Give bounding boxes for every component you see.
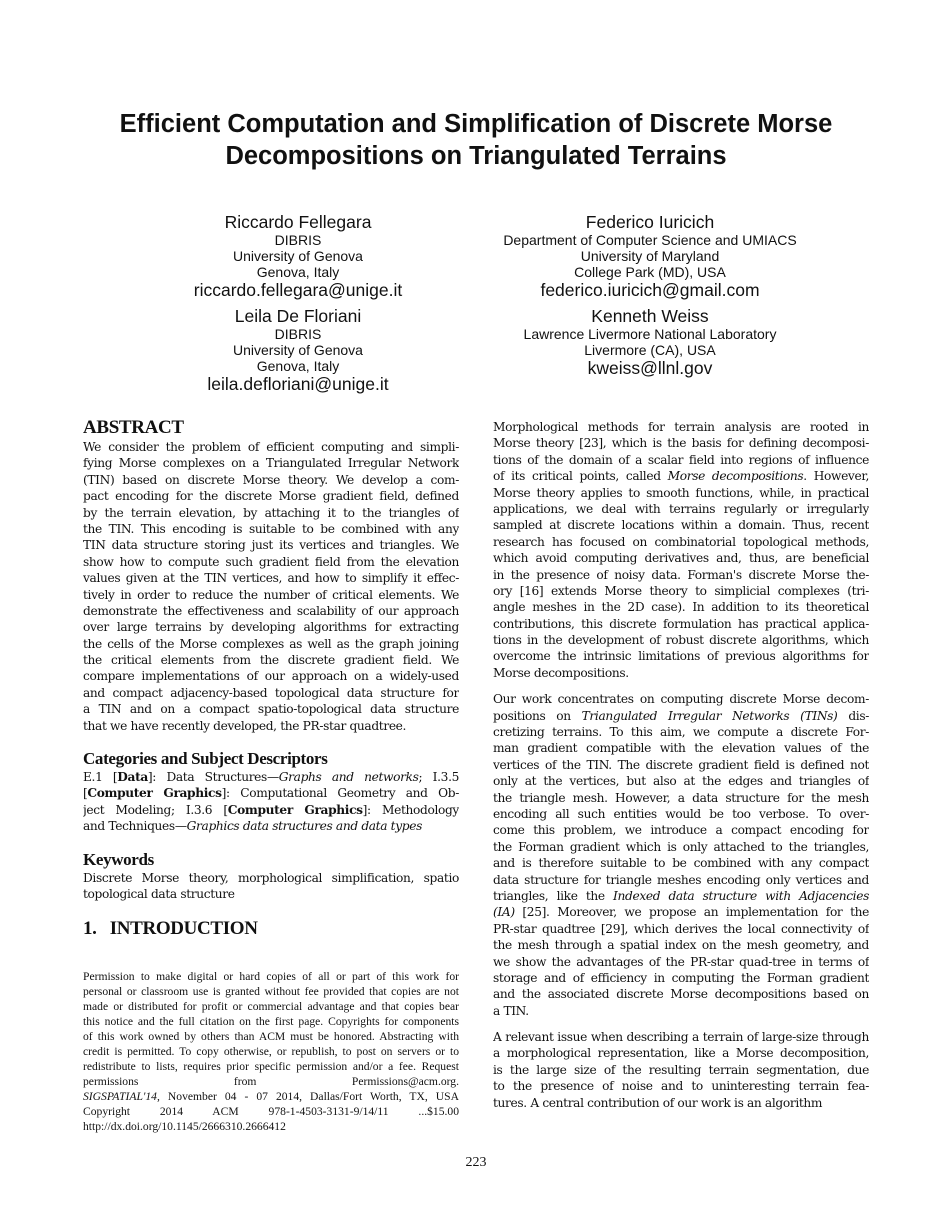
- text-line: http://dx.doi.org/10.1145/2666310.2666412: [83, 1120, 286, 1133]
- copyright-footnote: [83, 969, 459, 1134]
- text-line: a morphological representation, like a Morse decomposition,: [493, 1046, 869, 1061]
- text-line: storage and of efficiency in computing the Forman gradient: [493, 970, 869, 985]
- text-line: positions on Triangulated Irregular Networks (TINs) dis-: [493, 708, 869, 723]
- text-line: A relevant issue when describing a terrain of large-size through: [493, 1030, 869, 1045]
- text-line: and Techniques—Graphics data structures and data types: [83, 819, 422, 834]
- text-line: show how to compute such gradient field from the elevation: [83, 554, 459, 569]
- text-line: topological data structure: [83, 886, 235, 901]
- text-line: pact encoding for the discrete Morse gradient field, defined: [83, 489, 459, 504]
- text-line: sampled at discrete locations within a domain. Thus, recent: [493, 518, 869, 533]
- author-block: [118, 212, 478, 300]
- text-line: SIGSPATIAL'14, November 04 - 07 2014, Dallas/Fort Worth, TX, USA: [83, 1090, 459, 1103]
- author-affiliation: DIBRIS: [274, 326, 322, 342]
- text-line: credit is permitted. To copy otherwise, or republish, to post on servers or to: [83, 1045, 459, 1058]
- text-line: over large terrains by developing algorithms for extracting: [83, 620, 459, 635]
- author-email: riccardo.fellegara@unige.it: [193, 280, 403, 300]
- text-line: (TIN) based on discrete Morse theory. We develop a com-: [83, 472, 459, 487]
- text-line: tively in order to reduce the number of critical elements. We: [83, 587, 459, 602]
- author-affiliation: Lawrence Livermore National Laboratory: [523, 326, 777, 342]
- author-affiliation: Livermore (CA), USA: [584, 342, 716, 358]
- page-number: 223: [465, 1155, 487, 1170]
- author-name: Federico Iuricich: [585, 212, 715, 232]
- text-line: which avoid computing derivatives and, thus, are beneficial: [493, 551, 869, 566]
- text-line: Copyright 2014 ACM 978-1-4503-3131-9/14/11 ...$15.00: [83, 1105, 459, 1118]
- text-line: Permission to make digital or hard copies of all or part of this work for: [83, 970, 459, 983]
- text-line: to the presence of noise and to uninteresting terrain fea-: [493, 1079, 869, 1094]
- author-email: federico.iuricich@gmail.com: [540, 280, 760, 300]
- author-name: Kenneth Weiss: [591, 306, 709, 326]
- right-column: [493, 419, 869, 1111]
- text-line: tures. A central contribution of our work is an algorithm: [493, 1095, 823, 1110]
- author-affiliation: University of Maryland: [580, 248, 720, 264]
- text-line: values given at the TIN vertices, and how to simplify it effec-: [83, 571, 459, 586]
- paragraph: [493, 419, 869, 681]
- text-line: (IA) [25]. Moreover, we propose an implementation for the: [493, 905, 869, 920]
- text-line: Discrete Morse theory, morphological simplification, spatio: [83, 870, 459, 885]
- text-line: by the terrain elevation, by attaching it to the triangles of: [83, 505, 459, 520]
- title-line: Decompositions on Triangulated Terrains: [225, 142, 727, 170]
- paper-title: [0, 108, 952, 172]
- text-line: contributions, this discrete formulation has practical applica-: [493, 616, 869, 631]
- text-line: a TIN.: [493, 1003, 529, 1018]
- author-affiliation: Department of Computer Science and UMIACS: [503, 232, 797, 248]
- left-column: [83, 417, 459, 940]
- text-line: come this problem, we introduce a compact encoding for: [493, 823, 869, 838]
- abstract-heading: ABSTRACT: [83, 417, 184, 438]
- text-line: tions of the domain of a scalar field into regions of influence: [493, 452, 869, 467]
- author-block: [470, 306, 830, 378]
- text-line: ory [16] extends Morse theory to simplicial complexes (tri-: [493, 583, 869, 598]
- author-email: leila.defloriani@unige.it: [207, 374, 389, 394]
- text-line: of this work owned by others than ACM must be honored. Abstracting with: [83, 1030, 459, 1043]
- author-block: [470, 212, 830, 300]
- author-affiliation: College Park (MD), USA: [574, 264, 726, 280]
- text-line: personal or classroom use is granted without fee provided that copies are not: [83, 985, 459, 998]
- author-affiliation: Genova, Italy: [256, 358, 340, 374]
- text-line: and the associated discrete Morse decompositions based on: [493, 987, 869, 1002]
- author-block: [118, 306, 478, 394]
- text-line: demonstrate the effectiveness and scalability of our approach: [83, 603, 459, 618]
- text-line: only at the vertices, but also at the edges and triangles of: [493, 774, 869, 789]
- author-name: Riccardo Fellegara: [224, 212, 372, 232]
- text-line: and compact adjacency-based topological data structure for: [83, 685, 459, 700]
- text-line: redistribute to lists, requires prior specific permission and/or a fee. Request: [83, 1060, 459, 1073]
- text-line: the cells of the Morse complexes as well as the graph joining: [83, 636, 459, 651]
- text-line: that we have recently developed, the PR-star quadtree.: [83, 718, 407, 733]
- text-line: vertices of the TIN. The discrete gradient field is defined not: [493, 757, 869, 772]
- text-line: the Forman gradient which is only attached to the triangles,: [493, 839, 869, 854]
- text-line: angle meshes in the 2D case). In addition to its theoretical: [493, 600, 869, 615]
- text-line: man gradient compatible with the elevation values of the: [493, 741, 869, 756]
- text-line: [Computer Graphics]: Computational Geometry and Ob-: [83, 786, 459, 801]
- text-line: tions in the development of robust discrete algorithms, which: [493, 633, 869, 648]
- text-line: PR-star quadtree [29], which derives the local connectivity of: [493, 921, 869, 936]
- text-line: We consider the problem of efficient computing and simpli-: [83, 440, 459, 454]
- text-line: data structure for triangle meshes encoding only vertices and: [493, 872, 869, 887]
- text-line: triangles, like the Indexed data structure with Adjacencies: [493, 888, 869, 903]
- text-line: Morse theory [23], which is the basis for defining decomposi-: [493, 436, 869, 451]
- text-line: of its critical points, called Morse decompositions. However,: [493, 469, 869, 484]
- categories-body: [83, 769, 459, 835]
- author-affiliation: Genova, Italy: [256, 264, 340, 280]
- text-line: E.1 [Data]: Data Structures—Graphs and networks; I.3.5: [83, 770, 459, 785]
- text-line: is the large size of the resulting terrain segmentation, due: [493, 1062, 869, 1077]
- text-line: the critical elements from the discrete gradient field. We: [83, 653, 459, 668]
- abstract-body: [83, 439, 459, 734]
- text-line: the TIN. This encoding is suitable to be combined with any: [83, 521, 459, 536]
- text-line: overcome the intrinsic limitations of previous algorithms for: [493, 649, 869, 664]
- title-line: Efficient Computation and Simplification of Discrete Morse: [119, 110, 833, 138]
- paragraph: [493, 691, 869, 1019]
- categories-heading: Categories and Subject Descriptors: [83, 749, 328, 769]
- text-line: TIN data structure storing just its vertices and triangles. We: [83, 538, 459, 553]
- introduction-heading: 1. INTRODUCTION: [83, 918, 258, 940]
- text-line: Our work concentrates on computing discrete Morse decom-: [493, 692, 869, 707]
- author-name: Leila De Floriani: [234, 306, 362, 326]
- author-affiliation: University of Genova: [233, 248, 363, 264]
- author-affiliation: University of Genova: [233, 342, 363, 358]
- text-line: research has focused on combinatorial topological methods,: [493, 534, 869, 549]
- text-line: Morse theory applies to smooth functions, while, in practical: [493, 485, 869, 500]
- text-line: and is therefore suitable to be combined with any compact: [493, 856, 869, 871]
- text-line: this notice and the full citation on the first page. Copyrights for components: [83, 1015, 459, 1028]
- text-line: fying Morse complexes on a Triangulated Irregular Network: [83, 456, 459, 471]
- text-line: permissions from Permissions@acm.org.: [83, 1075, 459, 1088]
- text-line: in the presence of noisy data. Forman's discrete Morse the-: [493, 567, 869, 582]
- keywords-body: [83, 870, 459, 903]
- author-email: kweiss@llnl.gov: [587, 358, 713, 378]
- text-line: applications, we deal with terrains regularly or irregularly: [493, 501, 869, 516]
- text-line: ject Modeling; I.3.6 [Computer Graphics]: Methodology: [83, 802, 459, 817]
- keywords-heading: Keywords: [83, 849, 154, 869]
- text-line: we show the advantages of the PR-star quad-tree in terms of: [493, 954, 869, 969]
- text-line: the mesh through a spatial index on the mesh geometry, and: [493, 938, 869, 953]
- text-line: encoding all such entities would be too verbose. To over-: [493, 806, 869, 821]
- paragraph: [493, 1029, 869, 1111]
- text-line: cretizing terrains. To this aim, we compute a discrete For-: [493, 725, 869, 740]
- author-affiliation: DIBRIS: [274, 232, 322, 248]
- text-line: made or distributed for profit or commercial advantage and that copies bear: [83, 1000, 459, 1013]
- text-line: Morphological methods for terrain analysis are rooted in: [493, 420, 869, 434]
- text-line: Morse decompositions.: [493, 665, 629, 680]
- text-line: compare implementations of our approach on a widely-used: [83, 669, 459, 684]
- text-line: the triangle mesh. However, a data structure for the mesh: [493, 790, 869, 805]
- text-line: a TIN and on a compact spatio-topological data structure: [83, 702, 459, 717]
